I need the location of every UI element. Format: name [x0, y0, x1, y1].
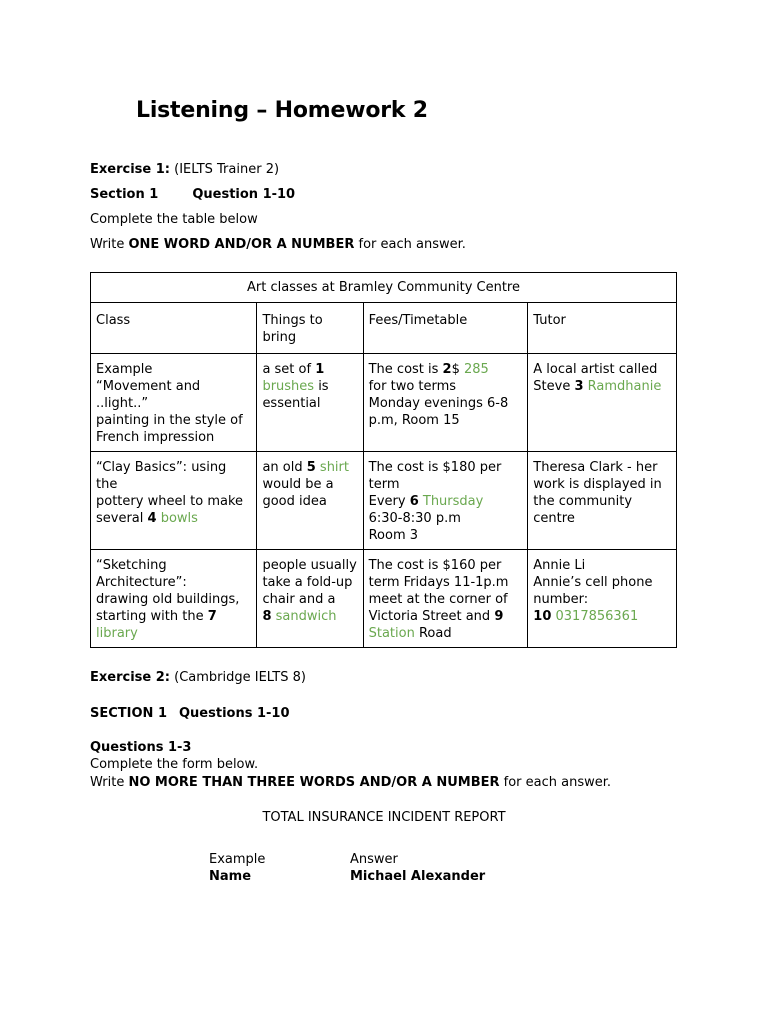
cell-line: would be a	[262, 477, 334, 492]
answer-text: shirt	[319, 460, 349, 475]
cell-line	[96, 608, 251, 625]
cell-line: take a fold-up	[262, 575, 353, 590]
instruction-text: for each answer.	[354, 237, 466, 252]
question-number: 5	[306, 460, 316, 475]
cell-line: painting in the style of	[96, 413, 243, 428]
cell-line: good idea	[262, 494, 327, 509]
cell-line	[369, 361, 523, 378]
cell-line: The cost is $160 per	[368, 558, 502, 573]
cell-text: Victoria Street and	[368, 609, 495, 624]
row1-class	[91, 354, 257, 452]
question-number: 2	[442, 362, 452, 377]
question-number: 8	[262, 609, 272, 624]
cell-line	[262, 361, 357, 378]
cell-line: people usually	[262, 558, 357, 573]
page-title: Listening – Homework 2	[136, 98, 428, 123]
cell-line: term Fridays 11-1p.m	[368, 575, 509, 590]
cell-text: Every	[368, 494, 410, 509]
name-value: Michael Alexander	[350, 869, 486, 884]
exercise2-instruction2	[90, 775, 611, 790]
exercise1-instruction2	[90, 237, 466, 252]
cell-line: drawing old buildings,	[96, 592, 240, 607]
answer-text: Thursday	[422, 494, 484, 509]
table-row	[91, 354, 677, 452]
answer-text: 285	[464, 362, 489, 377]
question-number: 1	[315, 362, 325, 377]
cell-text: several	[96, 511, 148, 526]
cell-line	[533, 378, 671, 395]
row2-things	[257, 452, 363, 550]
cell-line: Example	[96, 362, 153, 377]
cell-line: Annie Li	[533, 558, 586, 573]
cell-line: essential	[262, 396, 321, 411]
exercise2-section-line	[90, 706, 290, 721]
cell-text: is	[314, 379, 329, 394]
cell-text: Steve	[533, 379, 575, 394]
cell-line: pottery wheel to make	[96, 494, 244, 509]
answer-text: 0317856361	[555, 609, 639, 624]
form-title: TOTAL INSURANCE INCIDENT REPORT	[262, 810, 506, 825]
header-class: Class	[91, 303, 257, 354]
cell-line	[369, 625, 523, 642]
instruction-bold: NO MORE THAN THREE WORDS AND/OR A NUMBER	[128, 775, 500, 790]
exercise1-section: Section 1	[90, 187, 159, 202]
exercise1-source: (IELTS Trainer 2)	[174, 162, 280, 177]
cell-line: A local artist called	[533, 362, 658, 377]
cell-line: 6:30-8:30 p.m	[368, 511, 461, 526]
answer-text: library	[96, 626, 138, 641]
exercise1-instruction1: Complete the table below	[90, 212, 258, 227]
exercise2-heading	[90, 670, 306, 685]
cell-line: “Sketching Architecture”:	[96, 558, 187, 590]
row3-tutor	[528, 550, 677, 648]
exercise2-section: SECTION 1	[90, 706, 167, 721]
cell-line	[262, 378, 357, 395]
cell-line: French impression	[96, 430, 215, 445]
table-title-row	[91, 273, 677, 303]
exercise2-source: (Cambridge IELTS 8)	[174, 670, 306, 685]
answer-text: Ramdhanie	[587, 379, 662, 394]
cell-line: for two terms	[368, 379, 457, 394]
exercise2-q-heading: Questions 1-3	[90, 740, 192, 755]
table-header-row	[91, 303, 677, 354]
cell-line	[369, 493, 523, 510]
table-row	[91, 550, 677, 648]
header-fees: Fees/Timetable	[363, 303, 528, 354]
cell-line: Room 3	[368, 528, 419, 543]
cell-line: Theresa Clark - her	[533, 460, 658, 475]
header-tutor: Tutor	[528, 303, 677, 354]
cell-line: work is displayed in	[533, 477, 662, 492]
row2-class	[91, 452, 257, 550]
cell-line: chair and a	[262, 592, 336, 607]
cell-line	[262, 608, 357, 625]
question-number: 3	[574, 379, 584, 394]
answer-text: bowls	[160, 511, 198, 526]
instruction-text: Write	[90, 237, 129, 252]
instruction-text: Write	[90, 775, 129, 790]
question-number: 6	[409, 494, 419, 509]
row2-tutor	[528, 452, 677, 550]
row1-tutor	[528, 354, 677, 452]
answer-text: Station	[368, 626, 415, 641]
row1-fees	[363, 354, 528, 452]
cell-text: a set of	[262, 362, 316, 377]
cell-text: The cost is	[368, 362, 443, 377]
cell-line: meet at the corner of	[368, 592, 508, 607]
row1-things	[257, 354, 363, 452]
cell-line: Annie’s cell phone	[533, 575, 653, 590]
cell-line: “Movement and ..light..”	[96, 379, 201, 411]
row3-fees	[363, 550, 528, 648]
cell-text: an old	[262, 460, 307, 475]
cell-line	[262, 459, 357, 476]
cell-line: Monday evenings 6-8	[368, 396, 509, 411]
cell-line	[96, 510, 251, 527]
cell-line: term	[368, 477, 400, 492]
cell-line: The cost is $180 per	[368, 460, 502, 475]
exercise1-label: Exercise 1:	[90, 162, 170, 177]
exercise2-questions: Questions 1-10	[179, 706, 290, 721]
cell-line	[533, 608, 671, 625]
table-row	[91, 452, 677, 550]
row3-class	[91, 550, 257, 648]
exercise2-instruction1: Complete the form below.	[90, 757, 259, 772]
question-number: 9	[494, 609, 504, 624]
row2-fees	[363, 452, 528, 550]
exercise1-section-line	[90, 187, 295, 202]
exercise1-heading	[90, 162, 279, 177]
cell-line: p.m, Room 15	[368, 413, 460, 428]
cell-line: the community centre	[533, 494, 633, 526]
cell-line: “Clay Basics”: using the	[96, 460, 227, 492]
cell-line: number:	[533, 592, 589, 607]
art-classes-table	[90, 272, 677, 648]
name-label: Name	[209, 869, 252, 884]
header-things: Things to bring	[257, 303, 363, 354]
cell-line	[369, 608, 523, 625]
answer-text: brushes	[262, 379, 315, 394]
instruction-text: for each answer.	[499, 775, 612, 790]
question-number: 4	[147, 511, 157, 526]
question-number: 7	[207, 609, 217, 624]
table-title: Art classes at Bramley Community Centre	[91, 273, 677, 303]
answer-label: Answer	[350, 852, 398, 867]
answer-text: sandwich	[275, 609, 337, 624]
example-label: Example	[209, 852, 266, 867]
instruction-bold: ONE WORD AND/OR A NUMBER	[128, 237, 355, 252]
cell-text: Road	[414, 626, 452, 641]
question-number: 10	[533, 609, 552, 624]
cell-text: $	[451, 362, 464, 377]
cell-text: starting with the	[96, 609, 208, 624]
exercise2-label: Exercise 2:	[90, 670, 170, 685]
exercise1-questions: Question 1-10	[192, 187, 296, 202]
row3-things	[257, 550, 363, 648]
